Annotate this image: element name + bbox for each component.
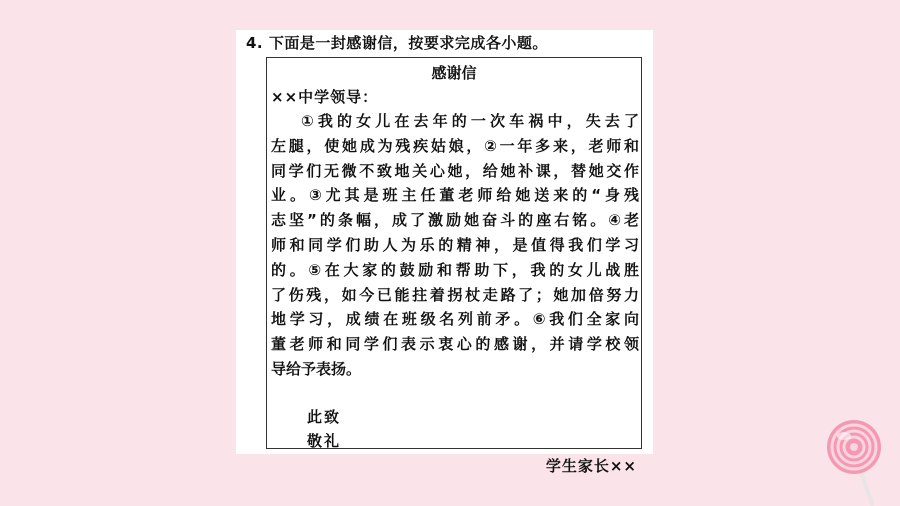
letter-signature: 学生家长×× [545,457,637,475]
letter-line: 地学习，成绩在班级名列前矛。⑥我们全家向 [271,310,639,329]
letter-line: 师和同学们助人为乐的精神，是值得我们学习 [271,235,639,254]
letter-line: 了伤残，如今已能拄着拐杖走路了；她加倍努力 [271,285,639,304]
thank-you-letter-box [266,57,642,475]
letter-line: ①我的女儿在去年的一次车祸中，失去了 [301,112,639,130]
letter-line: 董老师和同学们表示衷心的感谢，并请学校领 [271,335,639,354]
question-text: 4. 下面是一封感谢信，按要求完成各小题。 [246,34,548,52]
letter-line: 业。③尤其是班主任董老师给她送来的“身残 [271,186,639,205]
letter-salutation: ××中学领导： [271,88,379,106]
letter-line: 的。⑤在大家的鼓励和帮助下，我的女儿战胜 [271,260,639,279]
letter-closing-2: 敬礼 [307,432,342,450]
letter-closing-1: 此致 [307,408,342,426]
letter-line: 志坚”的条幅，成了激励她奋斗的座右铭。④老 [271,211,639,230]
worksheet-panel [236,30,653,475]
letter-body [271,109,639,382]
letter-line: 导给予表扬。 [271,359,362,378]
letter-line: 同学们无微不致地关心她，给她补课，替她交作 [271,161,639,180]
letter-title: 感谢信 [431,64,477,82]
letter-line: 左腿，使她成为残疾姑娘，②一年多来，老师和 [271,136,639,155]
lollipop-icon [822,420,892,506]
